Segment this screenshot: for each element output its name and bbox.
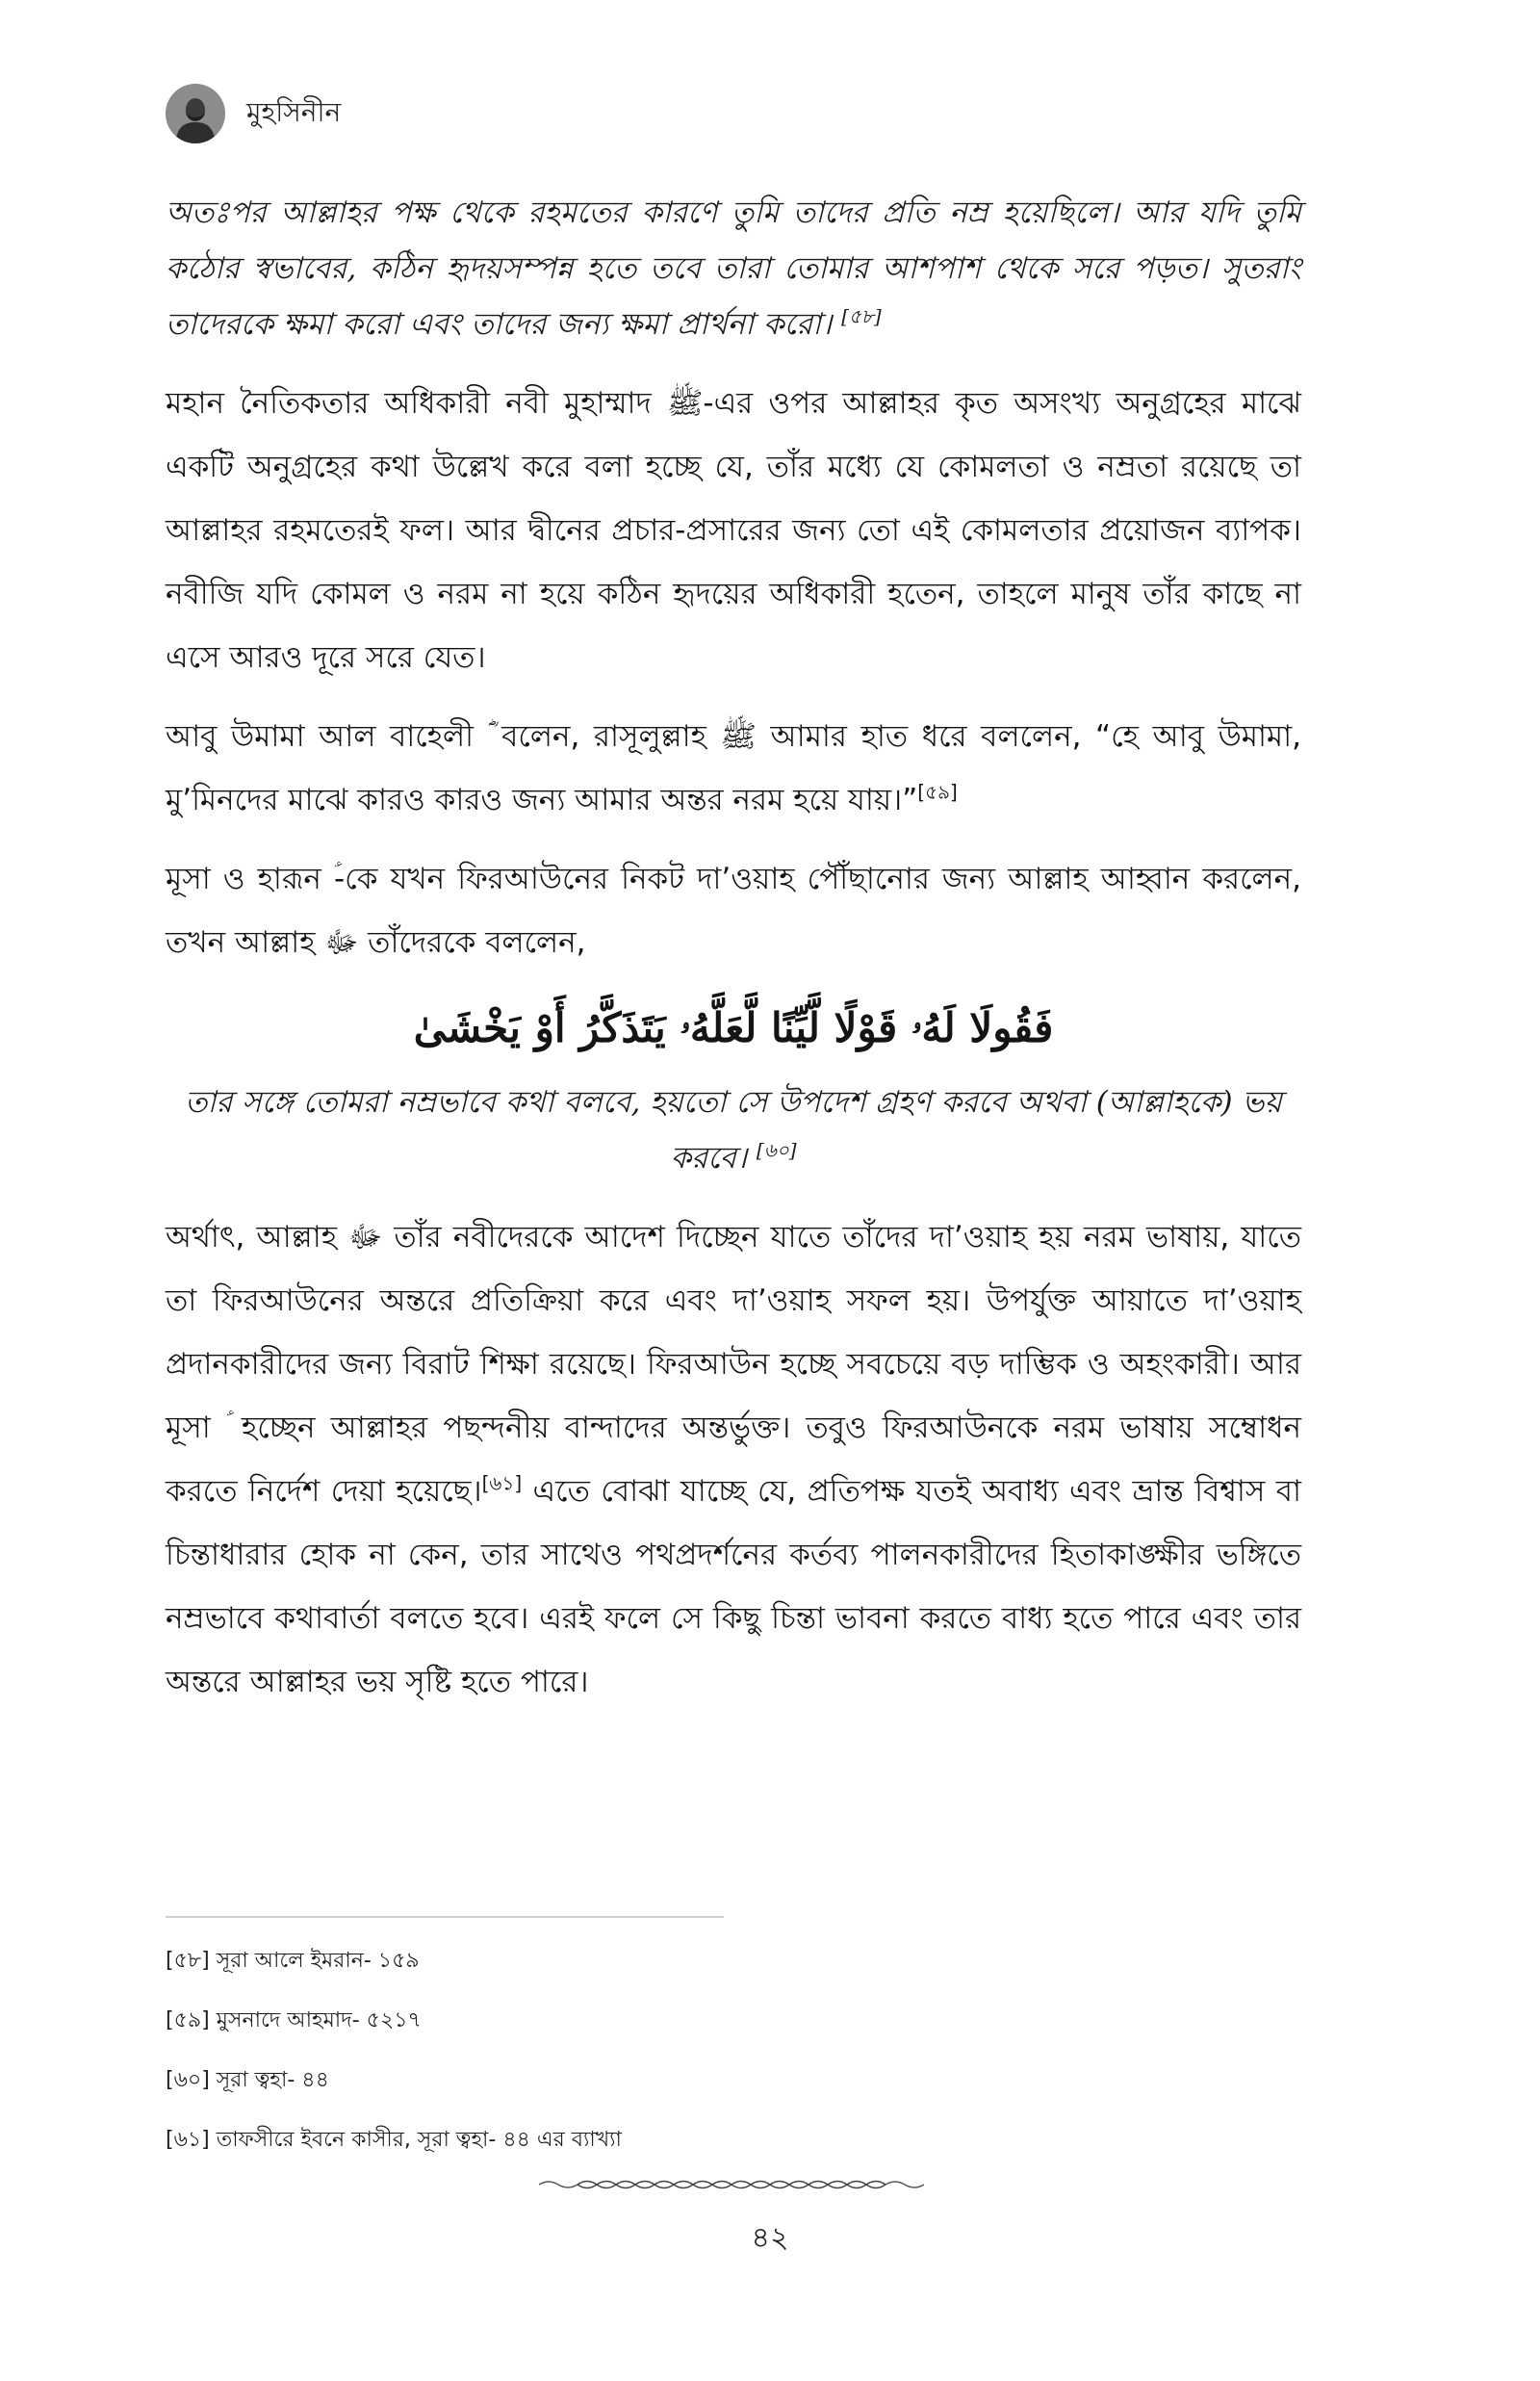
footnotes (166, 1931, 936, 2170)
footnote-item: [৬১] তাফসীরে ইবনে কাসীর, সূরা ত্বহা- ৪৪ এর ব্যাখ্যা (166, 2128, 622, 2152)
quran-translation-2: তার সঙ্গে তোমরা নম্রভাবে কথা বলবে, হয়তো সে উপদেশ গ্রহণ করবে অথবা (আল্লাহকে) ভয় করবে। [৬০] (185, 1085, 1282, 1176)
book-title: মুহসিনীন (246, 95, 342, 128)
footnote-divider (166, 1916, 724, 1918)
page-number: ৪২ (751, 2221, 789, 2255)
quran-translation-1: অতঃপর আল্লাহর পক্ষ থেকে রহমতের কারণে তুমি তাদের প্রতি নম্র হয়েছিলে। আর যদি তুমি কঠোর স্বভাবের, কঠিন হৃদয়সম্পন্ন হতে তবে তারা তোমার আশপাশ থেকে সরে পড়ত। সুতরাং তাদেরকে ক্ষমা করো এবং তাদের জন্য ক্ষমা প্রার্থনা করো। [৫৮] (166, 195, 1301, 342)
ornament-divider-icon (539, 2178, 924, 2191)
footnote-ref-61[interactable]: [৬১] (481, 1471, 523, 1495)
footnote-ref-59[interactable]: [৫৯] (917, 780, 958, 804)
footnote-ref-58[interactable]: [৫৮] (841, 304, 882, 328)
paragraph-1: মহান নৈতিকতার অধিকারী নবী মুহাম্মাদ ﷺ-এর ওপর আল্লাহর কৃত অসংখ্য অনুগ্রহের মাঝে একটি অনুগ্রহের কথা উল্লেখ করে বলা হচ্ছে যে, তাঁর মধ্যে যে কোমলতা ও নম্রতা রয়েছে তা আল্লাহর রহমতেরই ফল। আর দ্বীনের প্রচার-প্রসারের জন্য তো এই কোমলতার প্রয়োজন ব্যাপক। নবীজি যদি কোমল ও নরম না হয়ে কঠিন হৃদয়ের অধিকারী হতেন, তাহলে মানুষ তাঁর কাছে না এসে আরও দূরে সরে যেত। (166, 386, 1301, 675)
paragraph-2: আবু উমামা আল বাহেলী ؓ বলেন, রাসূলুল্লাহ ﷺ আমার হাত ধরে বললেন, “হে আবু উমামা, মু’মিনদের মাঝে কারও কারও জন্য আমার অন্তর নরম হয়ে যায়।”[৫৯] (166, 719, 1301, 817)
footnote-item: [৬০] সূরা ত্বহা- ৪৪ (166, 2068, 329, 2092)
paragraph-4: অর্থাৎ, আল্লাহ ﷻ তাঁর নবীদেরকে আদেশ দিচ্ছেন যাতে তাঁদের দা’ওয়াহ হয় নরম ভাষায়, যাতে তা ফিরআউনের অন্তরে প্রতিক্রিয়া করে এবং দা’ওয়াহ সফল হয়। উপর্যুক্ত আয়াতে দা’ওয়াহ প্রদানকারীদের জন্য বিরাট শিক্ষা রয়েছে। ফিরআউন হচ্ছে সবচেয়ে বড় দাম্ভিক ও অহংকারী। আর মূসা ؑ হচ্ছেন আল্লাহর পছন্দনীয় বান্দাদের অন্তর্ভুক্ত। তবুও ফিরআউনকে নরম ভাষায় সম্বোধন করতে নির্দেশ দেয়া হয়েছে।[৬১] এতে বোঝা যাচ্ছে যে, প্রতিপক্ষ যতই অবাধ্য এবং ভ্রান্ত বিশ্বাস বা চিন্তাধারার হোক না কেন, তার সাথেও পথপ্রদর্শনের কর্তব্য পালনকারীদের হিতাকাঙ্ক্ষীর ভঙ্গিতে নম্রভাবে কথাবার্তা বলতে হবে। এরই ফলে সে কিছু চিন্তা ভাবনা করতে বাধ্য হতে পারে এবং তার অন্তরে আল্লাহর ভয় সৃষ্টি হতে পারে। (166, 1220, 1302, 1699)
page-body (166, 185, 1301, 1729)
footnote-item: [৫৮] সূরা আলে ইমরান- ১৫৯ (166, 1949, 420, 1973)
footnote-item: [৫৯] মুসনাদে আহমাদ- ৫২১৭ (166, 2008, 422, 2032)
author-avatar-icon (166, 84, 225, 143)
paragraph-3: মূসা ও হারূন ؑ-কে যখন ফিরআউনের নিকট দা’ওয়াহ পৌঁছানোর জন্য আল্লাহ আহ্বান করলেন, তখন আল্লাহ ﷻ তাঁদেরকে বললেন, (166, 862, 1301, 960)
footnote-ref-60[interactable]: [৬০] (756, 1138, 797, 1162)
arabic-verse: فَقُولَا لَهُۥ قَوْلًا لَّيِّنًا لَّعَلَّهُۥ يَتَذَكَّرُ أَوْ يَخْشَىٰ (413, 1004, 1054, 1051)
page-header (166, 81, 341, 146)
